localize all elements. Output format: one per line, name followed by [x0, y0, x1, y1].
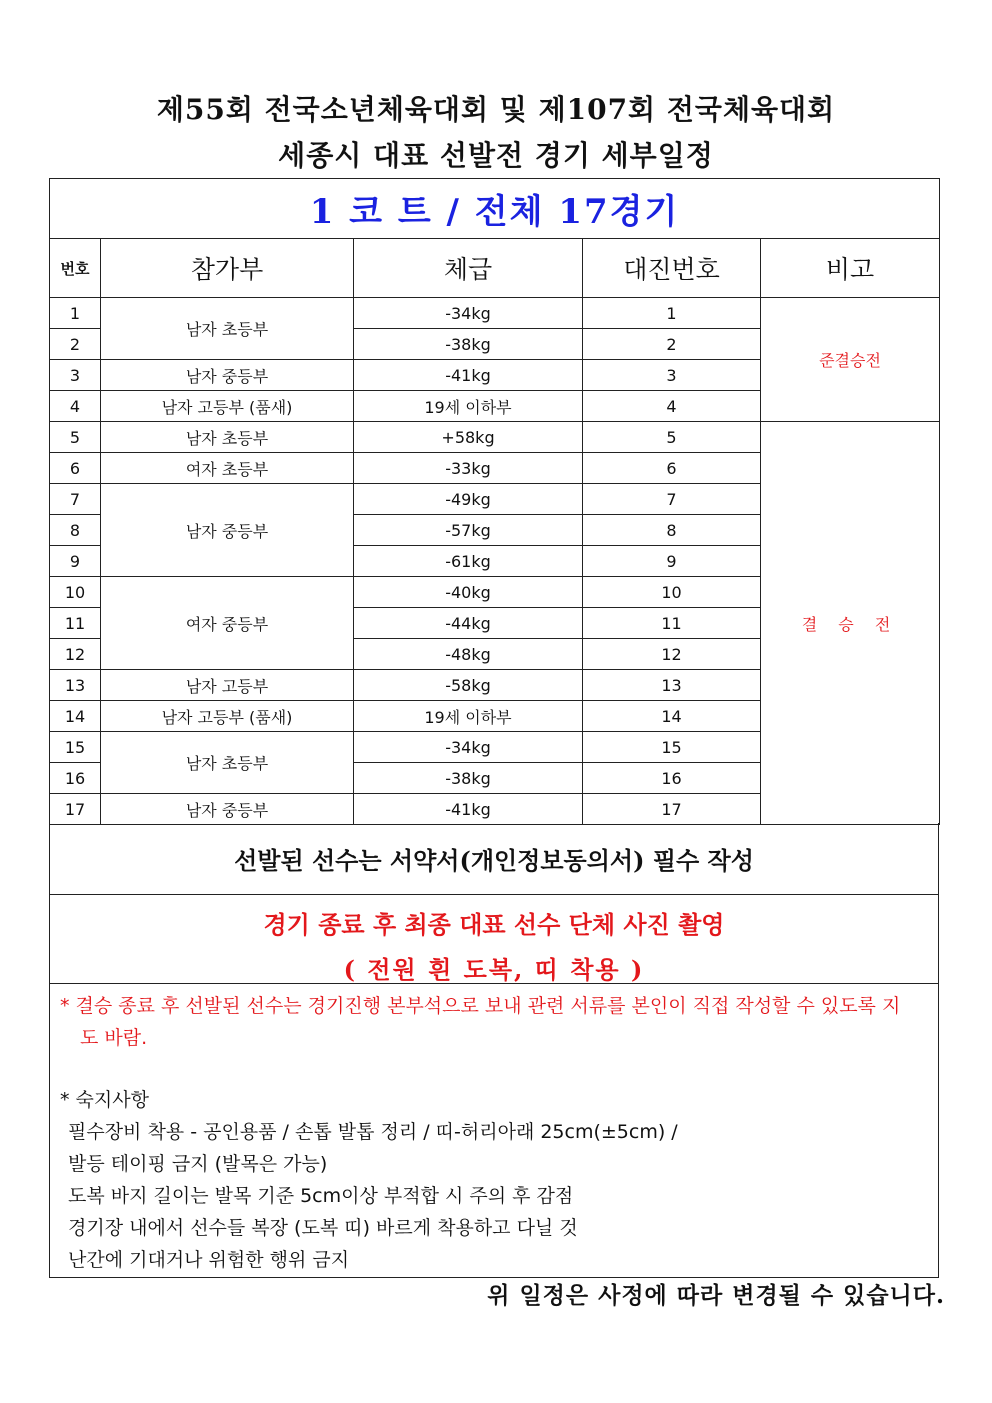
notice-photo-line-1: 경기 종료 후 최종 대표 선수 단체 사진 촬영: [263, 910, 725, 939]
bracket-cell: 5: [583, 422, 761, 453]
bracket-cell: 13: [583, 670, 761, 701]
row-number: 8: [50, 515, 101, 546]
bracket-cell: 12: [583, 639, 761, 670]
remark-semifinal: 준결승전: [761, 298, 940, 422]
division-cell: 남자 중등부: [101, 360, 354, 391]
row-number: 9: [50, 546, 101, 577]
row-number: 13: [50, 670, 101, 701]
row-number: 14: [50, 701, 101, 732]
division-cell: 남자 고등부 (품새): [101, 391, 354, 422]
row-number: 16: [50, 763, 101, 794]
notice-photo: [50, 895, 938, 984]
bracket-cell: 15: [583, 732, 761, 763]
division-cell: 남자 초등부: [101, 732, 354, 794]
table-row: [50, 422, 940, 453]
division-cell: 여자 초등부: [101, 453, 354, 484]
bracket-cell: 2: [583, 329, 761, 360]
weight-cell: -44kg: [354, 608, 583, 639]
weight-cell: -34kg: [354, 298, 583, 329]
guidelines-box: [50, 984, 938, 1277]
row-number: 17: [50, 794, 101, 825]
weight-cell: -41kg: [354, 360, 583, 391]
col-header-bracket: 대진번호: [583, 239, 761, 298]
weight-cell: 19세 이하부: [354, 701, 583, 732]
guideline-item: 발등 테이핑 금지 (발목은 가능): [68, 1153, 328, 1175]
division-cell: 남자 초등부: [101, 422, 354, 453]
schedule-table: [49, 178, 940, 825]
bracket-cell: 8: [583, 515, 761, 546]
row-number: 7: [50, 484, 101, 515]
title-line-2: 세종시 대표 선발전 경기 세부일정: [278, 139, 714, 172]
notice-photo-line-2: ( 전원 흰 도복, 띠 착용 ): [343, 955, 645, 984]
col-header-remark: 비고: [761, 239, 940, 298]
weight-cell: -61kg: [354, 546, 583, 577]
bracket-cell: 1: [583, 298, 761, 329]
guideline-item: 경기장 내에서 선수들 복장 (도복 띠) 바르게 착용하고 다닐 것: [68, 1217, 578, 1239]
row-number: 6: [50, 453, 101, 484]
col-header-division: 참가부: [101, 239, 354, 298]
bracket-cell: 4: [583, 391, 761, 422]
bracket-cell: 6: [583, 453, 761, 484]
row-number: 10: [50, 577, 101, 608]
guidelines-title: * 숙지사항: [60, 1089, 149, 1111]
weight-cell: -41kg: [354, 794, 583, 825]
division-cell: 남자 중등부: [101, 794, 354, 825]
weight-cell: -48kg: [354, 639, 583, 670]
weight-cell: -58kg: [354, 670, 583, 701]
bracket-cell: 14: [583, 701, 761, 732]
weight-cell: -40kg: [354, 577, 583, 608]
weight-cell: +58kg: [354, 422, 583, 453]
division-cell: 여자 중등부: [101, 577, 354, 670]
weight-cell: -34kg: [354, 732, 583, 763]
col-header-weight: 체급: [354, 239, 583, 298]
row-number: 12: [50, 639, 101, 670]
weight-cell: 19세 이하부: [354, 391, 583, 422]
guideline-item: 도복 바지 길이는 발목 기준 5cm이상 부적합 시 주의 후 감점: [68, 1185, 574, 1207]
weight-cell: -49kg: [354, 484, 583, 515]
court-header: 1 코 트 / 전체 17경기: [50, 179, 940, 239]
table-row: [50, 298, 940, 329]
weight-cell: -38kg: [354, 329, 583, 360]
bracket-cell: 17: [583, 794, 761, 825]
row-number: 15: [50, 732, 101, 763]
notice-final: * 결승 종료 후 선발된 선수는 경기진행 본부석으로 보내 관련 서류를 본인이 직접 작성할 수 있도록 지도 바람.: [60, 995, 901, 1049]
notice-oath: 선발된 선수는 서약서(개인정보동의서) 필수 작성: [50, 823, 938, 895]
row-number: 4: [50, 391, 101, 422]
guideline-item: 난간에 기대거나 위험한 행위 금지: [68, 1249, 350, 1271]
remark-final: 결 승 전: [761, 422, 940, 825]
bracket-cell: 10: [583, 577, 761, 608]
row-number: 11: [50, 608, 101, 639]
row-number: 3: [50, 360, 101, 391]
bracket-cell: 3: [583, 360, 761, 391]
division-cell: 남자 중등부: [101, 484, 354, 577]
footer-note: 위 일정은 사정에 따라 변경될 수 있습니다.: [487, 1282, 945, 1309]
guideline-item: 필수장비 착용 - 공인용품 / 손톱 발톱 정리 / 띠-허리아래 25cm(±5cm) /: [68, 1121, 678, 1143]
bracket-cell: 9: [583, 546, 761, 577]
bracket-cell: 7: [583, 484, 761, 515]
row-number: 5: [50, 422, 101, 453]
title-line-1: 제55회 전국소년체육대회 및 제107회 전국체육대회: [156, 93, 836, 126]
weight-cell: -57kg: [354, 515, 583, 546]
bracket-cell: 16: [583, 763, 761, 794]
bracket-cell: 11: [583, 608, 761, 639]
notice-section: [49, 823, 939, 1278]
row-number: 2: [50, 329, 101, 360]
division-cell: 남자 초등부: [101, 298, 354, 360]
row-number: 1: [50, 298, 101, 329]
division-cell: 남자 고등부: [101, 670, 354, 701]
col-header-number: 번호: [50, 239, 101, 298]
weight-cell: -38kg: [354, 763, 583, 794]
division-cell: 남자 고등부 (품새): [101, 701, 354, 732]
weight-cell: -33kg: [354, 453, 583, 484]
